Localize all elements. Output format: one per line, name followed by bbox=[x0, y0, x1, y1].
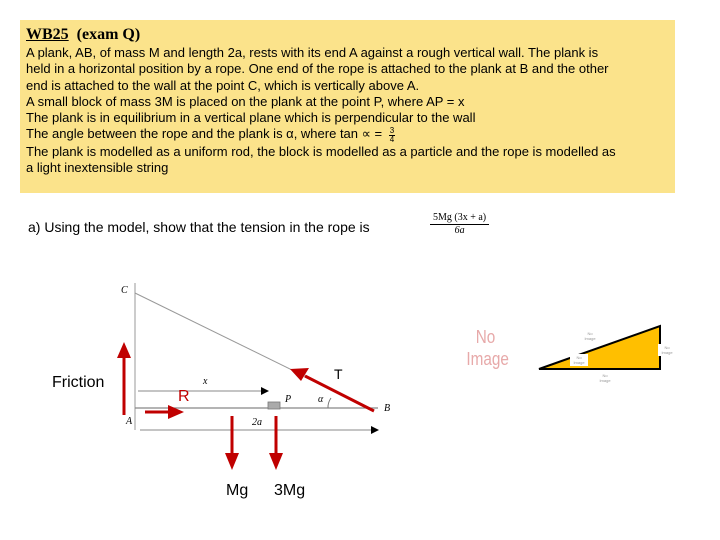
question-line-3: end is attached to the wall at the point C, which is vertically above A. bbox=[26, 77, 420, 93]
tension-arrow-head bbox=[290, 368, 309, 381]
angle-arc bbox=[328, 398, 331, 408]
question-line-2: held in a horizontal position by a rope. One end of the rope is attached to the plank at B and the other bbox=[26, 61, 609, 77]
friction-label: Friction bbox=[52, 374, 105, 391]
point-b-label: B bbox=[384, 403, 391, 414]
point-a-label: A bbox=[126, 416, 133, 427]
block-weight-arrow-head bbox=[269, 453, 283, 470]
tan-statement: The angle between the rope and the plank is α, where tan ∝ = bbox=[26, 126, 383, 142]
question-tag: (exam Q) bbox=[76, 26, 141, 43]
no-image-placeholder: No Image bbox=[466, 327, 509, 369]
question-code: WB25 bbox=[26, 26, 69, 43]
point-p-label: P bbox=[285, 394, 292, 405]
block bbox=[268, 402, 280, 409]
block-weight-label: 3Mg bbox=[274, 482, 306, 499]
question-line-7: The plank is modelled as a uniform rod, the block is modelled as a particle and the rope is modelled as bbox=[26, 143, 616, 159]
question-line-8: a light inextensible string bbox=[26, 159, 169, 175]
weight-label: Mg bbox=[226, 482, 249, 499]
tan-denominator: 4 bbox=[389, 134, 395, 144]
question-line-1: A plank, AB, of mass M and length 2a, rests with its end A against a rough vertical wall. The plank is bbox=[26, 45, 599, 60]
x-label: x bbox=[203, 376, 208, 387]
tension-numerator: 5Mg (3x + a) bbox=[430, 212, 489, 225]
tension-denominator: 6a bbox=[454, 225, 465, 236]
point-c-label: C bbox=[121, 285, 128, 296]
part-a-text: a) Using the model, show that the tension in the rope is bbox=[28, 219, 370, 235]
friction-arrow-head bbox=[117, 342, 131, 358]
reaction-label: R bbox=[178, 388, 190, 405]
alpha-label: α bbox=[318, 394, 324, 405]
no-image-mini-4: No Image bbox=[596, 372, 614, 384]
question-line-5: The plank is in equilibrium in a vertical plane which is perpendicular to the wall bbox=[26, 110, 476, 126]
length-label: 2a bbox=[252, 417, 262, 428]
weight-arrow-head bbox=[225, 453, 239, 470]
no-image-mini-2: No Image bbox=[658, 344, 676, 356]
reaction-arrow-head bbox=[168, 405, 184, 419]
tan-numerator: 3 bbox=[389, 125, 395, 135]
question-line-4: A small block of mass 3M is placed on the plank at the point P, where AP = x bbox=[26, 93, 465, 109]
no-image-mini-1: No Image bbox=[581, 330, 599, 342]
no-image-mini-3: No Image bbox=[570, 354, 588, 366]
tension-label: T bbox=[334, 366, 343, 382]
